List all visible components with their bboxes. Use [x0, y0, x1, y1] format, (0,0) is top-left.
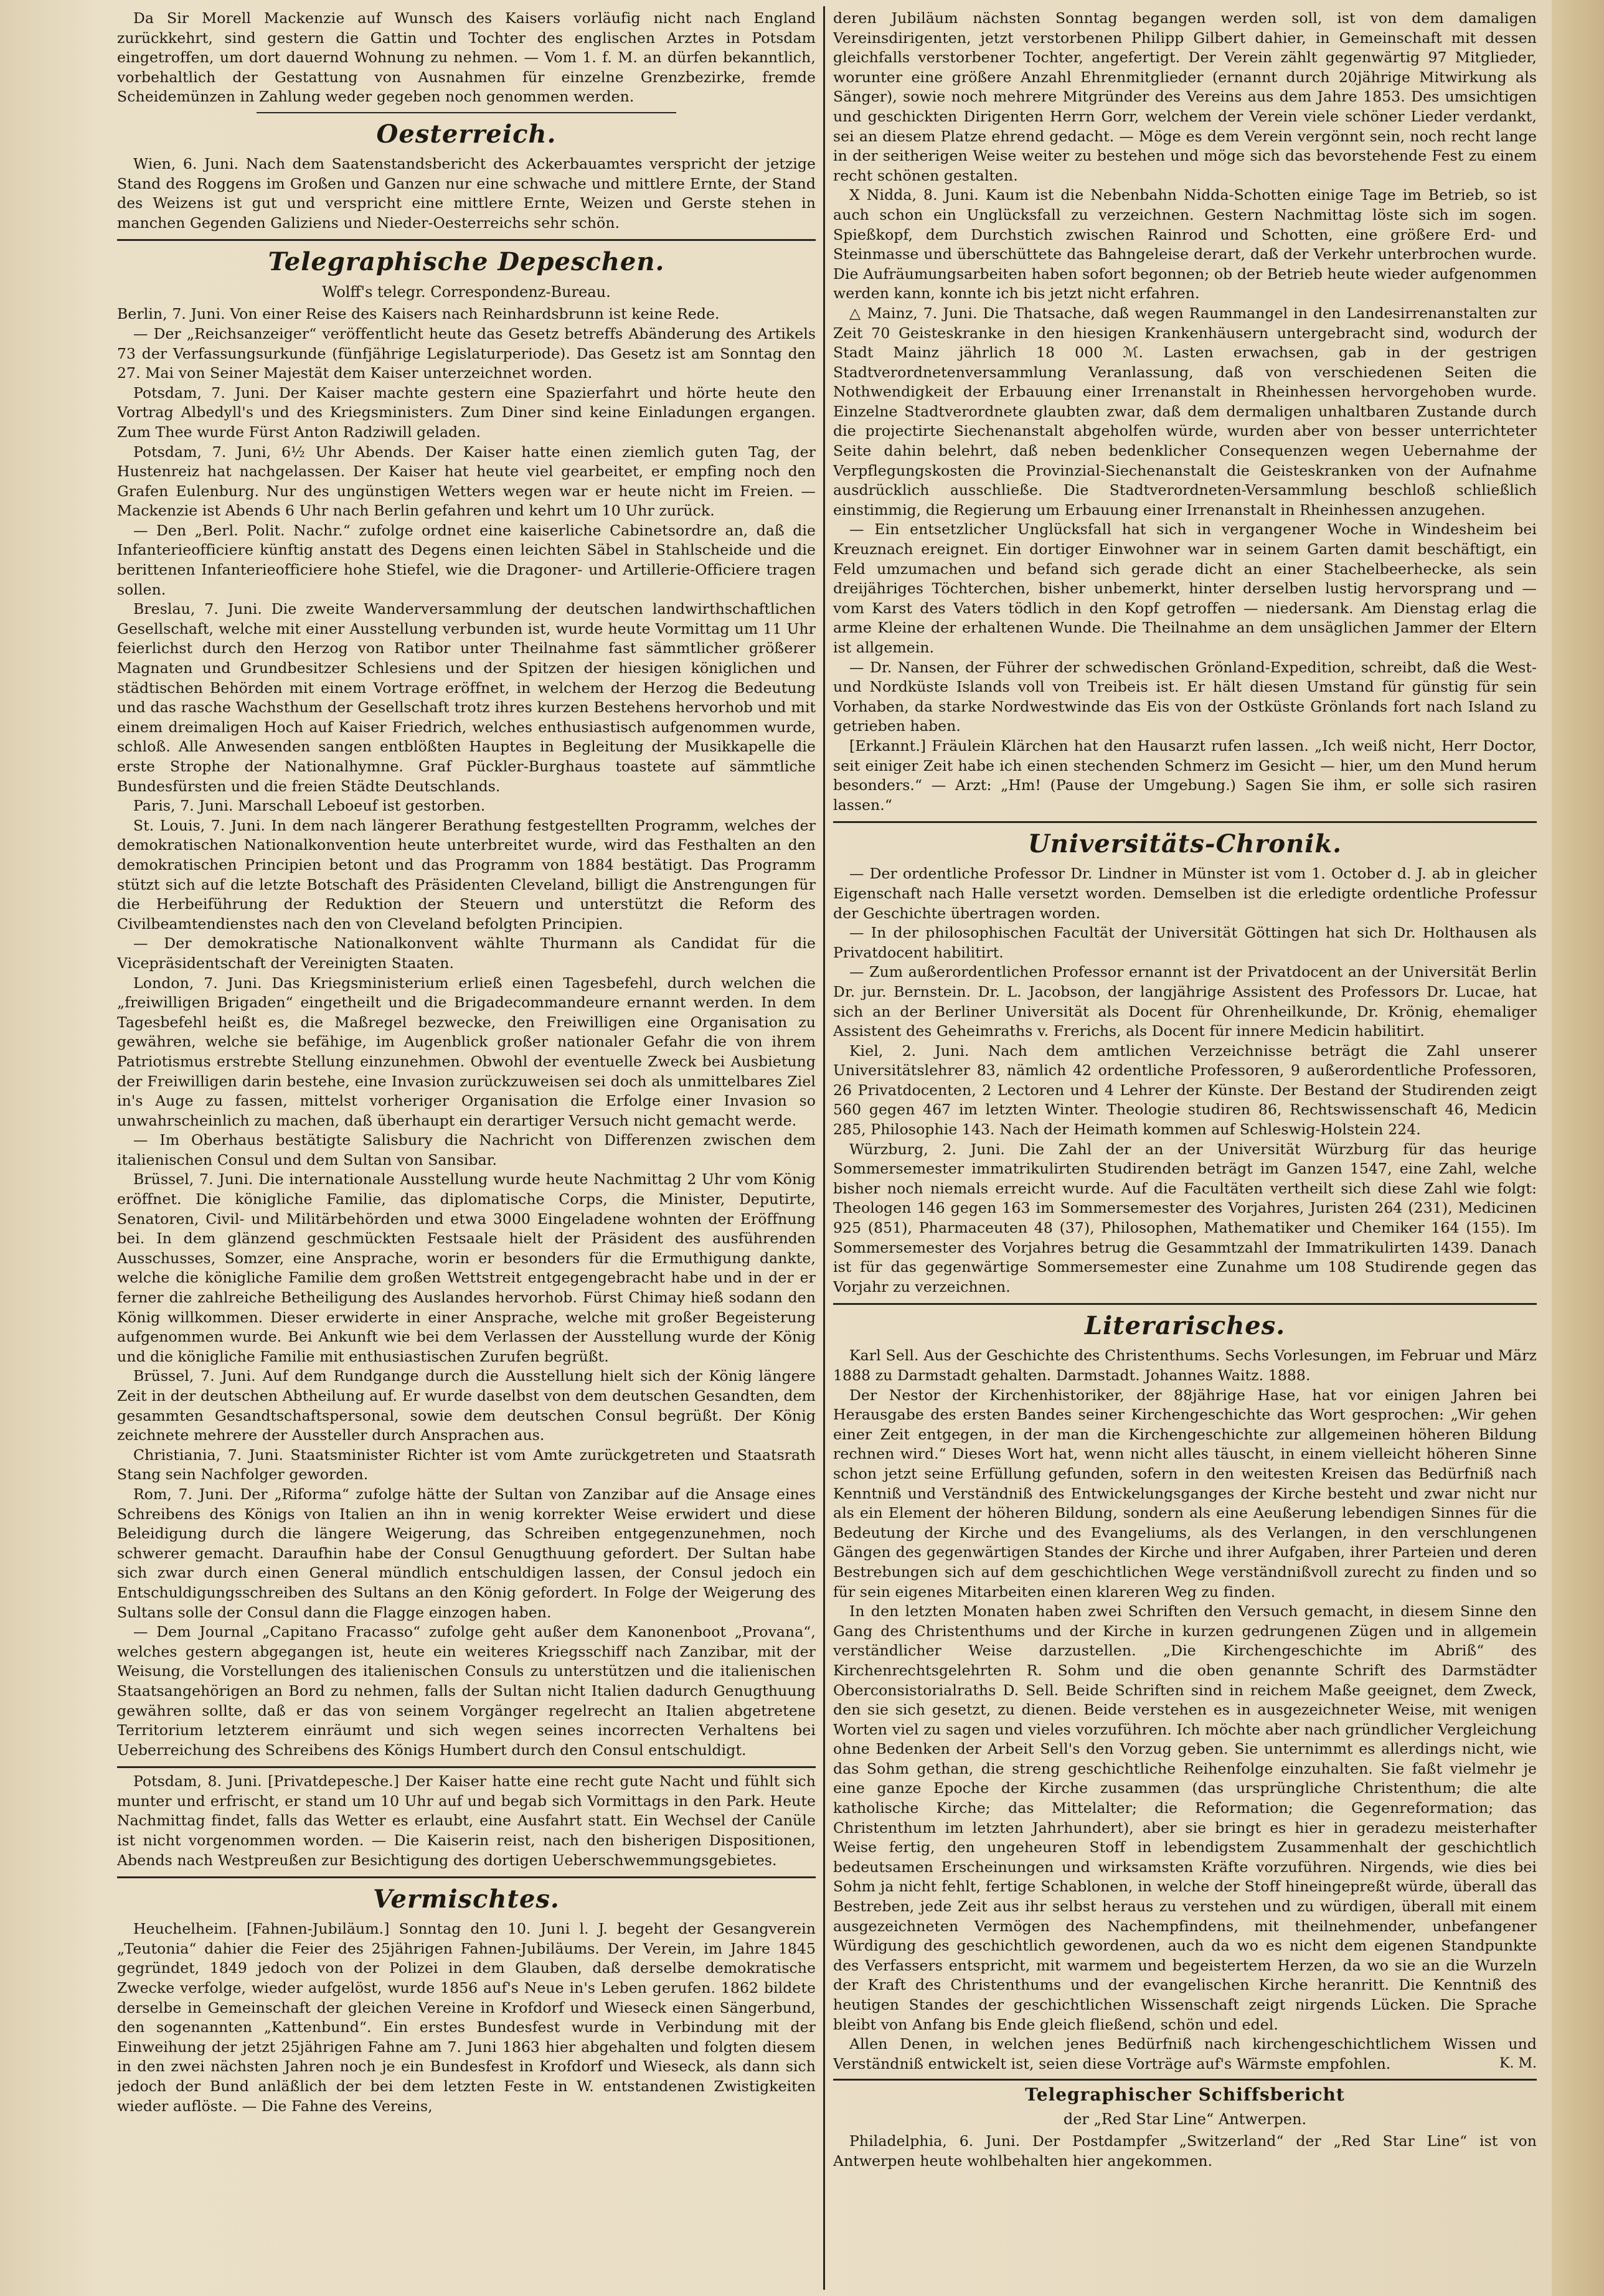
- article-paragraph: St. Louis, 7. Juni. In dem nach längerer Berathung festgestellten Programm, welches der demokratischen Nationalkonvention heute unterbreitet wurde, wird das Festhalten an den demokratischen Principien betont und das Programm von 1884 bestätigt. Das Programm stützt sich auf die letzte Botschaft des Präsidenten Cleveland, billigt die Anstrengungen für die Herbeiführung der Reduktion der Steuern und unterstützt die Reform des Civilbeamtendienstes nach den von Cleveland befolgten Principien.: [117, 816, 816, 933]
- article-windesheim: — Ein entsetzlicher Unglücksfall hat sich in vergangener Woche in Windesheim bei Kreuznach ereignet. Ein dortiger Einwohner war in seinem Garten damit beschäftigt, ein Feld umzumachen und befand sich gerade dicht an einer Stachelbeerhecke, als sein dreijähriges Töchterchen, bisher unbemerkt, hinter derselben lustig hervorsprang und — vom Karst des Vaters tödlich in den Kopf getroffen — niedersank. Am Dienstag erlag die arme Kleine der erhaltenen Wunde. Die Theilnahme an dem unsäglichen Jammer der Eltern ist allgemein.: [833, 520, 1537, 656]
- article-england: Da Sir Morell Mackenzie auf Wunsch des Kaisers vorläufig nicht nach England zurückkehrt, sind gestern die Gattin und Tochter des englischen Arztes in Potsdam eingetroffen, um dort dauernd Wohnung zu nehmen. — Vom 1. f. M. an dürfen bekanntlich, vorbehaltlich der Gestattung von Ausnahmen für einzelne Grenzbezirke, fremde Scheidemünzen in Zahlung weder gegeben noch genommen werden.: [117, 9, 816, 106]
- heading-schiffsbericht: Telegraphischer Schiffsbericht: [1025, 2084, 1345, 2105]
- article-paragraph: Breslau, 7. Juni. Die zweite Wanderversammlung der deutschen landwirthschaftlichen Gesellschaft, welche mit einer Ausstellung verbunden ist, wurde heute Vormittag um 11 Uhr feierlichst durch den Herzog von Ratibor unter Theilnahme fast sämmtlicher größerer Magnaten und Grundbesitzer Schlesiens und der Spitzen der hiesigen königlichen und städtischen Behörden mit einem Vortrage eröffnet, in welchem der Herzog die Bedeutung und das rasche Wachsthum der Gesellschaft trotz ihres kurzen Bestehens hervorhob und mit einem dreimaligen Hoch auf Kaiser Friedrich, welches enthusiastisch aufgenommen wurde, schloß. Alle Anwesenden sangen entblößten Hauptes in Begleitung der Musikkapelle die erste Strophe der Nationalhymne. Graf Pückler-Burghaus toastete auf sämmtliche Bundesfürsten und die freien Städte Deutschlands.: [117, 600, 816, 795]
- article-paragraph: Allen Denen, in welchen jenes Bedürfniß nach kirchengeschichtlichem Wissen und Verständniß entwickelt ist, seien diese Vorträge auf's Wärmste empfohlen.: [833, 2035, 1537, 2073]
- heading-universitaets-chronik: Universitäts-Chronik.: [1027, 829, 1342, 859]
- separator: [257, 112, 676, 113]
- article-paragraph: Karl Sell. Aus der Geschichte des Christenthums. Sechs Vorlesungen, im Februar und März 1888 zu Darmstadt gehalten. Darmstadt. Johannes Waitz. 1888.: [833, 1347, 1537, 1384]
- separator: [833, 2079, 1537, 2081]
- left-column: [117, 9, 816, 2287]
- article-paragraph: London, 7. Juni. Das Kriegsministerium erließ einen Tagesbefehl, durch welchen die „freiwilligen Brigaden“ eingetheilt und die Brigadecommandeure ernannt werden. In dem Tagesbefehl heißt es, die Maßregel bezwecke, den Freiwilligen eine Organisation zu gewähren, welche sie befähige, im Augenblick großer nationaler Gefahr die von ihrem Patriotismus erstrebte Stellung einzunehmen. Obwohl der eventuelle Zweck bei Ausbietung der Freiwilligen darin bestehe, eine Invasion zurückzuweisen sei doch als unmittelbares Ziel in's Auge zu fassen, mittelst vorheriger Organisation die Erfolge einer Invasion so unwahrscheinlich zu machen, daß überhaupt ein derartiger Versuch nicht gemacht werde.: [117, 974, 816, 1129]
- article-paragraph: — Dem Journal „Capitano Fracasso“ zufolge geht außer dem Kanonenboot „Provana“, welches gestern abgegangen ist, heute ein weiteres Kriegsschiff nach Zanzibar, mit der Weisung, die Vorstellungen des italienischen Consuls zu unterstützen und die italienischen Staatsangehörigen an Bord zu nehmen, falls der Sultan nicht Italien dadurch Genugthuung gewähren sollte, daß er das von seinem Vorgänger regelrecht an Italien abgetretene Territorium letzterem einräumt und sich wegen seines incorrecten Verhaltens bei Ueberreichung des Schreibens des Königs Humbert durch den Consul entschuldigt.: [117, 1623, 816, 1759]
- article-mainz: △ Mainz, 7. Juni. Die Thatsache, daß wegen Raummangel in den Landesirrenanstalten zur Zeit 70 Geisteskranke in den hiesigen Krankenhäusern untergebracht sind, wodurch der Stadt Mainz jährlich 18 000 ℳ. Lasten erwachsen, gab in der gestrigen Stadtverordnetenversammlung Veranlassung, daß von verschiedenen Seiten die Nothwendigkeit der Erbauung einer Irrenanstalt in Rheinhessen hervorgehoben wurde. Einzelne Stadtverordnete glaubten zwar, daß dem dermaligen unhaltbaren Zustande durch die projectirte Siechenanstalt abgeholfen würde, wurden aber von besser unterrichteter Seite dahin belehrt, daß neben bedenklicher Consequenzen wegen Uebernahme der Verpflegungskosten die Provinzial-Siechenanstalt die Geisteskranken von der Aufnahme ausdrücklich ausschließe. Die Stadtverordneten-Versammlung beschloß schließlich einstimmig, die Regierung um Erbauung einer Irrenanstalt in Rheinhessen anzugehen.: [833, 304, 1537, 519]
- article-paragraph: Christiania, 7. Juni. Staatsminister Richter ist vom Amte zurückgetreten und Staatsrath Stang sein Nachfolger geworden.: [117, 1446, 816, 1484]
- heading-oesterreich: Oesterreich.: [376, 119, 557, 149]
- separator: [117, 239, 816, 241]
- column-divider: [823, 6, 825, 2290]
- article-wien: Wien, 6. Juni. Nach dem Saatenstandsbericht des Ackerbauamtes verspricht der jetzige Stand des Roggens im Großen und Ganzen nur eine schwache und mittlere Ernte, der Stand des Weizens ist gut und verspricht eine mittlere Ernte, Weizen und Gerste stehen in manchen Gegenden Galiziens und Nieder-Oesterreichs sehr schön.: [117, 154, 816, 232]
- article-paragraph: — Im Oberhaus bestätigte Salisbury die Nachricht von Differenzen zwischen dem italienischen Consul und dem Sultan von Sansibar.: [117, 1131, 816, 1169]
- heading-vermischtes: Vermischtes.: [373, 1884, 560, 1914]
- article-nansen: — Dr. Nansen, der Führer der schwedischen Grönland-Expedition, schreibt, daß die West- und Nordküste Islands voll von Treibeis ist. Er hält diesen Umstand für günstig für sein Vorhaben, da starke Nordwestwinde das Eis von der Ostküste Grönlands fort nach Island zu getrieben haben.: [833, 658, 1537, 735]
- article-paragraph: Rom, 7. Juni. Der „Riforma“ zufolge hätte der Sultan von Zanzibar auf die Ansage eines Schreibens des Königs von Italien an ihn in wenig korrekter Weise erwidert und diese Beleidigung durch die längere Weigerung, das Schreiben entgegenzunehmen, noch schwerer gemacht. Daraufhin habe der Consul Genugthuung gefordert. Der Sultan habe sich zwar durch einen General mündlich entschuldigen lassen, der Consul jedoch ein Entschuldigungsschreiben des Sultans an den König gefordert. In Folge der Weigerung des Sultans solle der Consul dann die Flagge einzogen haben.: [117, 1485, 816, 1621]
- article-paragraph: — Zum außerordentlichen Professor ernannt ist der Privatdocent an der Universität Berlin Dr. jur. Bernstein. Dr. L. Jacobson, der langjährige Assistent des Professors Dr. Lucae, hat sich an der Berliner Universität als Docent für Ohrenheilkunde, Dr. Krönig, ehemaliger Assistent des Geheimraths v. Frerichs, als Docent für innere Medicin habilitirt.: [833, 963, 1537, 1040]
- article-paragraph: Kiel, 2. Juni. Nach dem amtlichen Verzeichnisse beträgt die Zahl unserer Universitätslehrer 83, nämlich 42 ordentliche Professoren, 9 außerordentliche Professoren, 26 Privatdocenten, 2 Lectoren und 4 Lehrer der Künste. Der Bestand der Studirenden zeigt 560 gegen 467 im letzten Winter. Theologie studiren 86, Rechtswissenschaft 46, Medicin 285, Philosophie 143. Nach der Heimath kommen auf Schleswig-Holstein 224.: [833, 1042, 1537, 1139]
- separator: [833, 821, 1537, 823]
- heading-telegraphische-depeschen: Telegraphische Depeschen.: [268, 247, 665, 277]
- article-heuchelheim-continued: deren Jubiläum nächsten Sonntag begangen werden soll, ist von dem damaligen Vereinsdirigenten, jetzt verstorbenen Philipp Gilbert dahier, in Gemeinschaft mit dessen gleichfalls verstorbener Tochter, angefertigt. Der Verein zählt gegenwärtig 97 Mitglieder, worunter eine größere Anzahl Ehrenmitglieder (ernannt durch 20jährige Mitwirkung als Sänger), sowie noch mehrere Mitgründer des Vereins aus dem Jahre 1853. Des umsichtigen und geschickten Dirigenten Herrn Gorr, welchem der Verein viele schöner Lieder verdankt, sei an diesem Platze ehrend gedacht. — Möge es dem Verein vergönnt sein, noch recht lange in der seitherigen Weise weiter zu bestehen und möge sich das bevorstehende Fest zu einem recht schönen gestalten.: [833, 9, 1537, 184]
- telegram-list: [117, 304, 816, 1760]
- subheading-red-star-line: der „Red Star Line“ Antwerpen.: [1063, 2110, 1307, 2129]
- literary-review: [833, 1346, 1537, 2074]
- subheading-wolff-bureau: Wolff's telegr. Correspondenz-Bureau.: [322, 283, 611, 301]
- article-paragraph: Potsdam, 7. Juni. Der Kaiser machte gestern eine Spazierfahrt und hörte heute den Vortrag Albedyll's und des Kriegsministers. Zum Diner sind keine Einladungen ergangen. Zum Thee wurde Fürst Anton Radziwill geladen.: [117, 383, 816, 441]
- article-paragraph: In den letzten Monaten haben zwei Schriften den Versuch gemacht, in diesem Sinne den Gang des Christenthums und der Kirche in kurzen gedrungenen Zügen und in allgemein verständlicher Weise darzustellen. „Die Kirchengeschichte im Abriß“ des Kirchenrechtsgelehrten R. Sohm und die oben genannte Schrift des Darmstädter Oberconsistorialraths D. Sell. Beide Schriften sind in reichem Maße geeignet, dem Zweck, den sie sich gesetzt, zu dienen. Beide verstehen es in ausgezeichneter Weise, mit wenigen Worten viel zu sagen und vieles vorzuführen. Ich möchte aber nach gründlicher Vergleichung ohne Bedenken der Arbeit Sell's den Vorzug geben. Sie unternimmt es allerdings nicht, wie das Sohm gethan, die streng geschichtliche Reihenfolge einzuhalten. Sie faßt vielmehr je eine ganze Epoche der Kirche zusammen (das ursprüngliche Christenthum; die alte katholische Kirche; das Mittelalter; die Reformation; die Gegenreformation; das Christenthum im letzten Jahrhundert), aber sie bringt es hier in geradezu meisterhafter Weise fertig, den ungeheuren Stoff in lebendigstem Zusammenhalt der geschichtlich bedeutsamen Erscheinungen und wirksamsten Kräfte vorzuführen. Nirgends, wie dies bei Sohm ja nicht fehlt, fertige Schablonen, in welche der Stoff hineingepreßt würde, überall das Bestreben, jede Zeit aus ihr selbst heraus zu verstehen und zu würdigen, überall mit einem ausgezeichneten Vermögen des Nachempfindens, mit theilnehmender, unbefangener Würdigung des geschichtlich gewordenen, auch da wo es nicht dem eigenen Standpunkte des Verfassers entspricht, mit warmem und begeistertem Herzen, da wo sie an die Wurzeln der Kraft des Christenthums und der evangelischen Kirche heranritt. Die Kenntniß des heutigen Standes der geschichtlichen Wissenschaft zeigt nirgends Lücken. Die Sprache bleibt von Anfang bis Ende gleich fließend, schön und edel.: [833, 1602, 1537, 2033]
- article-heuchelheim: Heuchelheim. [Fahnen-Jubiläum.] Sonntag den 10. Juni l. J. begeht der Gesangverein „Teutonia“ dahier die Feier des 25jährigen Fahnen-Jubiläums. Der Verein, im Jahre 1845 gegründet, 1849 jedoch von der Polizei in dem Glauben, daß derselbe demokratische Zwecke verfolge, wieder aufgelöst, wurde 1856 auf's Neue in's Leben gerufen. 1862 bildete derselbe in Gemeinschaft der gleichen Vereine in Krofdorf und Wieseck einen Sängerbund, den sogenannten „Kattenbund“. Ein erstes Bundesfest wurde in Verbindung mit der Einweihung der jetzt 25jährigen Fahne am 7. Juni 1863 hier abgehalten und folgten diesem in den zwei nächsten Jahren noch je ein Bundesfest in Krofdorf und Wieseck, als dann sich jedoch der Bund anläßlich der bei dem letzten Feste in W. entstandenen Zwistigkeiten wieder auflöste. — Die Fahne des Vereins,: [117, 1920, 816, 2115]
- article-paragraph: — Der „Reichsanzeiger“ veröffentlicht heute das Gesetz betreffs Abänderung des Artikels 73 der Verfassungsurkunde (fünfjährige Legislaturperiode). Das Gesetz ist am Sonntag den 27. Mai von Seiner Majestät dem Kaiser unterzeichnet worden.: [117, 324, 816, 382]
- right-column: [833, 9, 1537, 2287]
- article-paragraph: Paris, 7. Juni. Marschall Leboeuf ist gestorben.: [133, 797, 486, 815]
- article-potsdam-8-juni: Potsdam, 8. Juni. [Privatdepesche.] Der Kaiser hatte eine recht gute Nacht und fühlt sich munter und erfrischt, er stand um 10 Uhr auf und begab sich Vormittags in den Park. Heute Nachmittag findet, falls das Wetter es erlaubt, eine Ausfahrt statt. Ein Wechsel der Canüle ist nicht vorgenommen worden. — Die Kaiserin reist, nach den bisherigen Dispositionen, Abends nach Westpreußen zur Besichtigung des dortigen Ueberschwemmungsgebietes.: [117, 1772, 816, 1869]
- article-paragraph: — In der philosophischen Facultät der Universität Göttingen hat sich Dr. Holthausen als Privatdocent habilitirt.: [833, 924, 1537, 961]
- article-paragraph: Brüssel, 7. Juni. Die internationale Ausstellung wurde heute Nachmittag 2 Uhr vom König eröffnet. Die königliche Familie, das diplomatische Corps, die Minister, Deputirte, Senatoren, Civil- und Militärbehörden und etwa 3000 Eingeladene wohnten der Eröffnung bei. In dem glänzend geschmückten Festsaale hielt der Präsident des ausführenden Ausschusses, Somzer, eine Ansprache, worin er besonders für die Ermuthigung dankte, welche die königliche Familie dem großen Wettstreit entgegengebracht habe und in der er ferner die zahlreiche Betheiligung des Auslandes hervorhob. Fürst Chimay hieß sodann den König willkommen. Dieser erwiderte in einer Ansprache, welche mit großer Begeisterung aufgenommen wurde. Bei Ankunft wie bei dem Verlassen der Ausstellung wurde der König und die königliche Familie mit enthusiastischen Zurufen begrüßt.: [117, 1170, 816, 1365]
- article-nidda: X Nidda, 8. Juni. Kaum ist die Nebenbahn Nidda-Schotten einige Tage im Betrieb, so ist auch schon ein Unglücksfall zu verzeichnen. Gestern Nachmittag löste sich im sogen. Spießkopf, dem Durchstich zwischen Rainrod und Schotten, eine größere Erd- und Steinmasse und überschüttete das Bahngeleise derart, daß der Verkehr unterbrochen wurde. Die Aufräumungsarbeiten haben sofort begonnen; ob der Betrieb heute wieder aufgenommen werden kann, konnte ich bis jetzt nicht erfahren.: [833, 186, 1537, 303]
- article-paragraph: Berlin, 7. Juni. Von einer Reise des Kaisers nach Reinhardsbrunn ist keine Rede.: [117, 305, 720, 323]
- page-edge-shadow: [1552, 0, 1604, 2296]
- article-paragraph: Brüssel, 7. Juni. Auf dem Rundgange durch die Ausstellung hielt sich der König längere Zeit in der deutschen Abtheilung auf. Er wurde daselbst von dem deutschen Gesandten, dem gesammten Gesandtschaftspersonal, sowie dem deutschen Consul begrüßt. Der König zeichnete mehrere der Aussteller durch Ansprachen aus.: [117, 1367, 816, 1444]
- separator: [117, 1766, 816, 1768]
- heading-literarisches: Literarisches.: [1084, 1311, 1286, 1341]
- article-paragraph: — Der ordentliche Professor Dr. Lindner in Münster ist vom 1. October d. J. ab in gleicher Eigenschaft nach Halle versetzt worden. Demselben ist die erledigte ordentliche Professur der Geschichte übertragen worden.: [833, 865, 1537, 922]
- university-news-list: [833, 864, 1537, 1297]
- article-philadelphia: Philadelphia, 6. Juni. Der Postdampfer „Switzerland“ der „Red Star Line“ ist von Antwerpen heute wohlbehalten hier angekommen.: [833, 2132, 1537, 2170]
- separator: [117, 1876, 816, 1878]
- article-paragraph: Würzburg, 2. Juni. Die Zahl der an der Universität Würzburg für das heurige Sommersemester immatrikulirten Studirenden beträgt im Ganzen 1547, eine Zahl, welche bisher noch niemals erreicht wurde. Auf die Facultäten vertheilt sich diese Zahl wie folgt: Theologen 146 gegen 163 im Sommersemester des Vorjahres, Juristen 264 (231), Medicinen 925 (851), Pharmaceuten 48 (37), Philosophen, Mathematiker und Chemiker 164 (155). Im Sommersemester des Vorjahres betrug die Gesammtzahl der Immatrikulirten 1439. Danach ist für das gegenwärtige Sommersemester eine Zunahme um 108 Studirende gegen das Vorjahr zu verzeichnen.: [833, 1140, 1537, 1296]
- separator: [833, 1303, 1537, 1305]
- article-paragraph: Potsdam, 7. Juni, 6½ Uhr Abends. Der Kaiser hatte einen ziemlich guten Tag, der Hustenreiz hat nachgelassen. Der Kaiser hat heute viel gearbeitet, er empfing noch den Grafen Eulenburg. Nur des ungünstigen Wetters wegen war er heute nicht im Freien. — Mackenzie ist Abends 6 Uhr nach Berlin gefahren und kehrt um 10 Uhr zurück.: [117, 443, 816, 520]
- article-paragraph: Der Nestor der Kirchenhistoriker, der 88jährige Hase, hat vor einigen Jahren bei Herausgabe des ersten Bandes seiner Kirchengeschichte das Wort gesprochen: „Wir gehen einer Zeit entgegen, in der man die Kirchengeschichte zur allgemeinen höheren Bildung rechnen wird.“ Dieses Wort hat, wenn nicht alles täuscht, in einem vielleicht höheren Sinne schon jetzt seine Erfüllung gefunden, sofern in den weitesten Kreisen das Bedürfniß nach Kenntniß und Verständniß des Entwickelungsganges der Kirche besteht und zwar nicht nur als ein Element der höheren Bildung, sondern als eine Aeußerung lebendigen Sinnes für die Bedeutung der Kirche und des Evangeliums, als des Verlangen, in den verschlungenen Gängen des gegenwärtigen Standes der Kirche und ihrer Aufgaben, ihrer Parteien und deren Bestrebungen sich auf dem geschichtlichen Wege verständnißvoll zurecht zu finden und so für sein eigenes Mitarbeiten einen klareren Weg zu finden.: [833, 1386, 1537, 1601]
- article-paragraph: — Der demokratische Nationalkonvent wählte Thurmann als Candidat für die Vicepräsidentschaft der Vereinigten Staaten.: [117, 934, 816, 972]
- article-erkannt: [Erkannt.] Fräulein Klärchen hat den Hausarzt rufen lassen. „Ich weiß nicht, Herr Doctor, seit einiger Zeit habe ich einen stechenden Schmerz im Gesicht — hier, um den Mund herum besonders.“ — Arzt: „Hm! (Pause der Umgebung.) Sagen Sie ihm, er solle sich rasiren lassen.“: [833, 736, 1537, 814]
- review-signoff: K. M.: [1499, 2056, 1537, 2072]
- article-paragraph: — Den „Berl. Polit. Nachr.“ zufolge ordnet eine kaiserliche Cabinetsordre an, daß die Infanterieofficiere künftig anstatt des Degens einen leichten Säbel in Stahlscheide und die berittenen Infanterieofficiere hohe Stiefel, wie die Dragoner- und Artillerie-Officiere tragen sollen.: [117, 521, 816, 598]
